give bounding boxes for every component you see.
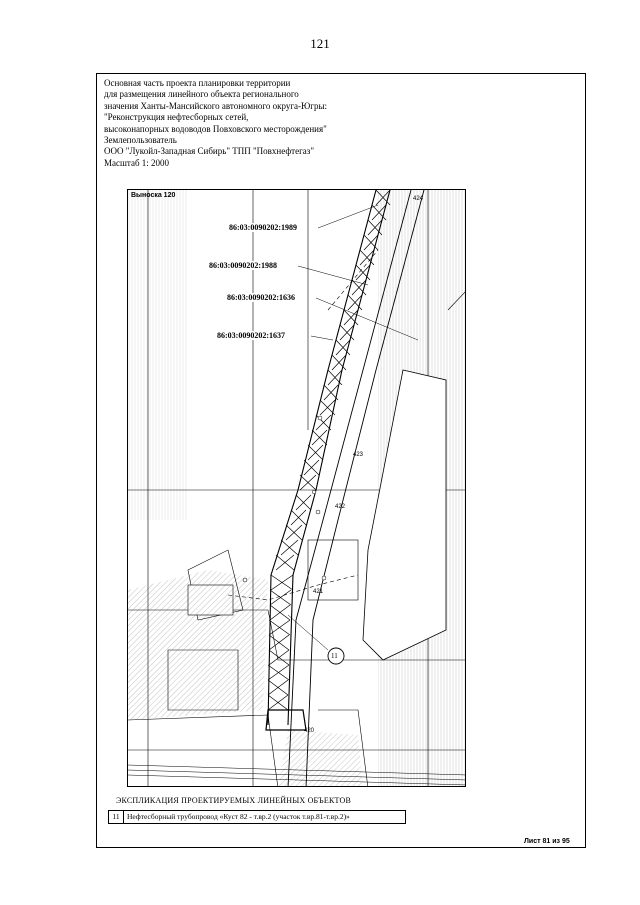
title-line: Основная часть проекта планировки территории	[104, 78, 291, 88]
explication-row-text: Нефтесборный трубопровод «Куст 82 - т.вр.2 (участок т.вр.81-т.вр.2)»	[127, 812, 350, 821]
title-block	[104, 78, 327, 169]
title-line: для размещения линейного объекта регионального	[104, 89, 299, 100]
parcel-label: 86:03:0090202:1989	[229, 223, 297, 232]
explication-title: ЭКСПЛИКАЦИЯ ПРОЕКТИРУЕМЫХ ЛИНЕЙНЫХ ОБЪЕКТОВ	[116, 796, 352, 805]
landowner-label: Землепользователь	[104, 135, 177, 146]
parcel-label: 86:03:0090202:1636	[227, 293, 295, 302]
page-number: 121	[310, 36, 330, 51]
point-label: 421	[313, 589, 324, 595]
map-drawing	[128, 190, 466, 787]
sheet-number: Лист 81 из 95	[524, 838, 570, 845]
map-inset	[127, 189, 466, 787]
title-line: "Реконструкция нефтесборных сетей,	[104, 112, 249, 123]
parcel-label: 86:03:0090202:1637	[217, 331, 285, 340]
landowner-name: ООО "Лукойл-Западная Сибирь" ТПП "Повхнефтегаз"	[104, 146, 315, 157]
title-line: значения Ханты-Мансийского автономного округа-Югры:	[104, 100, 328, 111]
point-label: 420	[304, 728, 315, 734]
inset-title: Выноска 120	[131, 192, 176, 199]
point-label: 424	[413, 196, 424, 202]
explication-row	[108, 810, 406, 824]
point-label: 423	[353, 452, 364, 458]
explication-row-number: 11	[109, 811, 124, 823]
parcel-label: 86:03:0090202:1988	[209, 261, 277, 270]
scale-label: Масштаб 1: 2000	[104, 157, 170, 168]
point-label: 422	[335, 504, 346, 510]
title-line: высоконапорных водоводов Повховского месторождения"	[104, 123, 327, 134]
object-marker-label: 11	[331, 652, 338, 660]
